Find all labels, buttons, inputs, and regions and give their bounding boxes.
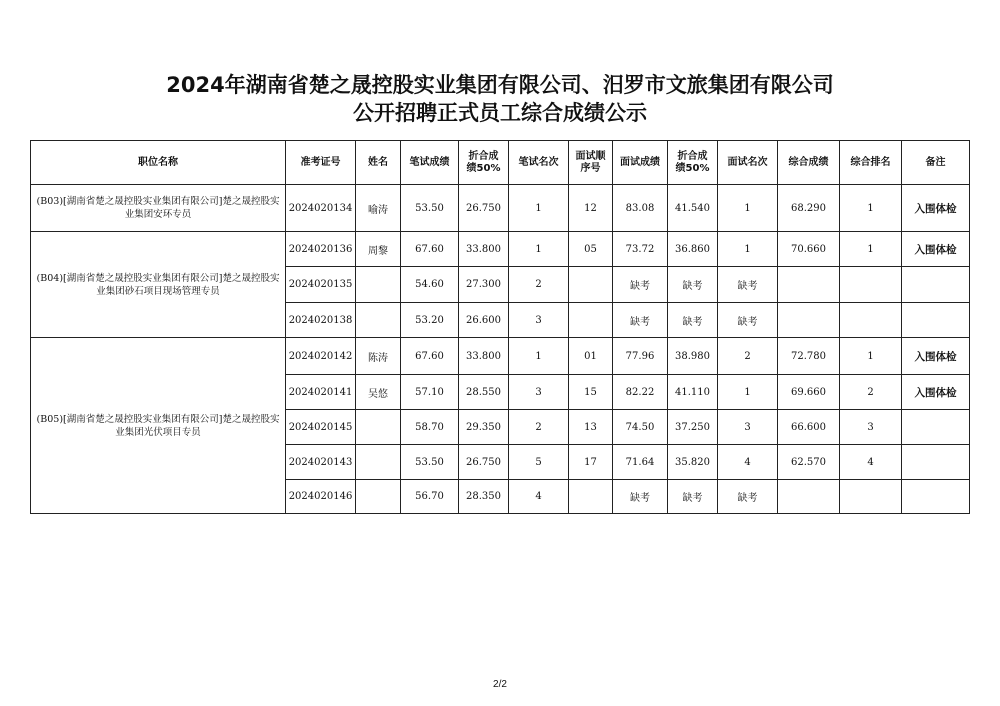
written-cell: 57.10: [401, 375, 459, 410]
header-cell: 面试顺序号: [569, 141, 613, 185]
page-number: 2/2: [493, 679, 507, 690]
written-cell: 53.50: [401, 185, 459, 232]
table-row: [31, 338, 970, 375]
total-rank-cell: [840, 303, 902, 338]
page-title-line1: 2024年湖南省楚之晟控股实业集团有限公司、汨罗市文旅集团有限公司: [166, 73, 834, 97]
header-cell: 面试成绩: [613, 141, 668, 185]
order-cell: 15: [569, 375, 613, 410]
order-cell: 01: [569, 338, 613, 375]
written50-cell: 33.800: [459, 338, 509, 375]
id-cell: 2024020145: [286, 410, 356, 445]
interview50-cell: 35.820: [668, 445, 718, 480]
name-cell: [356, 267, 401, 303]
id-cell: 2024020143: [286, 445, 356, 480]
header-cell: 笔试成绩: [401, 141, 459, 185]
id-cell: 2024020135: [286, 267, 356, 303]
note-cell: 入围体检: [902, 375, 970, 410]
header-row: [31, 141, 970, 185]
written50-cell: 26.600: [459, 303, 509, 338]
name-cell: [356, 480, 401, 514]
note-cell: 入围体检: [902, 232, 970, 267]
table-row: [31, 185, 970, 232]
interview-rank-cell: 1: [718, 185, 778, 232]
name-cell: [356, 445, 401, 480]
order-cell: 17: [569, 445, 613, 480]
note-cell: 入围体检: [902, 338, 970, 375]
interview50-cell: 41.110: [668, 375, 718, 410]
total-cell: 70.660: [778, 232, 840, 267]
total-rank-cell: [840, 480, 902, 514]
total-cell: 69.660: [778, 375, 840, 410]
interview-cell: 83.08: [613, 185, 668, 232]
name-cell: [356, 410, 401, 445]
written-cell: 67.60: [401, 338, 459, 375]
header-cell: 折合成绩50%: [459, 141, 509, 185]
interview50-cell: 缺考: [668, 303, 718, 338]
written50-cell: 29.350: [459, 410, 509, 445]
position-cell: (B05)[湖南省楚之晟控股实业集团有限公司]楚之晟控股实业集团光伏项目专员: [31, 338, 286, 514]
written-cell: 67.60: [401, 232, 459, 267]
total-cell: 66.600: [778, 410, 840, 445]
results-table: [30, 140, 970, 514]
written50-cell: 28.550: [459, 375, 509, 410]
written-rank-cell: 4: [509, 480, 569, 514]
written-rank-cell: 1: [509, 185, 569, 232]
total-rank-cell: 4: [840, 445, 902, 480]
interview50-cell: 缺考: [668, 267, 718, 303]
interview-cell: 77.96: [613, 338, 668, 375]
interview-cell: 71.64: [613, 445, 668, 480]
header-cell: 准考证号: [286, 141, 356, 185]
total-cell: [778, 303, 840, 338]
id-cell: 2024020146: [286, 480, 356, 514]
header-cell: 备注: [902, 141, 970, 185]
header-cell: 折合成绩50%: [668, 141, 718, 185]
written-rank-cell: 2: [509, 410, 569, 445]
written-rank-cell: 1: [509, 338, 569, 375]
written-rank-cell: 3: [509, 375, 569, 410]
interview-cell: 74.50: [613, 410, 668, 445]
interview-rank-cell: 4: [718, 445, 778, 480]
note-cell: 入围体检: [902, 185, 970, 232]
interview50-cell: 38.980: [668, 338, 718, 375]
written50-cell: 27.300: [459, 267, 509, 303]
total-cell: [778, 267, 840, 303]
order-cell: 13: [569, 410, 613, 445]
note-cell: [902, 480, 970, 514]
order-cell: [569, 480, 613, 514]
order-cell: [569, 267, 613, 303]
interview-cell: 缺考: [613, 303, 668, 338]
page-title-line2: 公开招聘正式员工综合成绩公示: [353, 101, 647, 125]
interview-cell: 73.72: [613, 232, 668, 267]
id-cell: 2024020134: [286, 185, 356, 232]
interview50-cell: 36.860: [668, 232, 718, 267]
written-cell: 58.70: [401, 410, 459, 445]
total-rank-cell: 1: [840, 232, 902, 267]
id-cell: 2024020138: [286, 303, 356, 338]
interview50-cell: 37.250: [668, 410, 718, 445]
header-cell: 职位名称: [31, 141, 286, 185]
written50-cell: 28.350: [459, 480, 509, 514]
interview-rank-cell: 2: [718, 338, 778, 375]
interview-rank-cell: 缺考: [718, 480, 778, 514]
written-cell: 54.60: [401, 267, 459, 303]
header-cell: 综合排名: [840, 141, 902, 185]
total-rank-cell: [840, 267, 902, 303]
id-cell: 2024020142: [286, 338, 356, 375]
total-cell: [778, 480, 840, 514]
name-cell: 喻涛: [356, 185, 401, 232]
interview-cell: 82.22: [613, 375, 668, 410]
written-rank-cell: 3: [509, 303, 569, 338]
written-rank-cell: 1: [509, 232, 569, 267]
total-rank-cell: 1: [840, 338, 902, 375]
name-cell: 吴悠: [356, 375, 401, 410]
header-cell: 姓名: [356, 141, 401, 185]
note-cell: [902, 410, 970, 445]
name-cell: 周黎: [356, 232, 401, 267]
order-cell: [569, 303, 613, 338]
note-cell: [902, 267, 970, 303]
written-cell: 53.50: [401, 445, 459, 480]
written50-cell: 26.750: [459, 185, 509, 232]
note-cell: [902, 303, 970, 338]
written50-cell: 33.800: [459, 232, 509, 267]
interview50-cell: 41.540: [668, 185, 718, 232]
note-cell: [902, 445, 970, 480]
written-rank-cell: 5: [509, 445, 569, 480]
written-cell: 56.70: [401, 480, 459, 514]
header-cell: 综合成绩: [778, 141, 840, 185]
interview-cell: 缺考: [613, 267, 668, 303]
total-cell: 68.290: [778, 185, 840, 232]
interview50-cell: 缺考: [668, 480, 718, 514]
order-cell: 05: [569, 232, 613, 267]
written-cell: 53.20: [401, 303, 459, 338]
header-cell: 笔试名次: [509, 141, 569, 185]
total-cell: 62.570: [778, 445, 840, 480]
written50-cell: 26.750: [459, 445, 509, 480]
name-cell: 陈涛: [356, 338, 401, 375]
interview-rank-cell: 1: [718, 375, 778, 410]
order-cell: 12: [569, 185, 613, 232]
interview-rank-cell: 缺考: [718, 303, 778, 338]
position-cell: (B04)[湖南省楚之晟控股实业集团有限公司]楚之晟控股实业集团砂石项目现场管理专员: [31, 232, 286, 338]
interview-rank-cell: 缺考: [718, 267, 778, 303]
total-rank-cell: 2: [840, 375, 902, 410]
table-row: [31, 232, 970, 267]
interview-cell: 缺考: [613, 480, 668, 514]
name-cell: [356, 303, 401, 338]
id-cell: 2024020136: [286, 232, 356, 267]
position-cell: (B03)[湖南省楚之晟控股实业集团有限公司]楚之晟控股实业集团安环专员: [31, 185, 286, 232]
interview-rank-cell: 1: [718, 232, 778, 267]
total-rank-cell: 1: [840, 185, 902, 232]
total-cell: 72.780: [778, 338, 840, 375]
interview-rank-cell: 3: [718, 410, 778, 445]
written-rank-cell: 2: [509, 267, 569, 303]
id-cell: 2024020141: [286, 375, 356, 410]
header-cell: 面试名次: [718, 141, 778, 185]
total-rank-cell: 3: [840, 410, 902, 445]
